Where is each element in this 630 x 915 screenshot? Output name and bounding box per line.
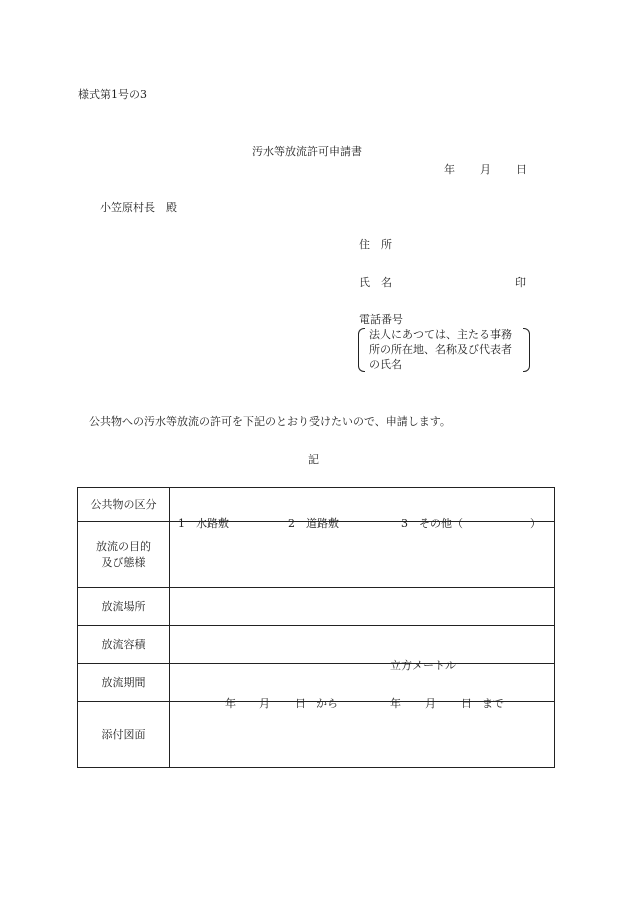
date-day: 日 (516, 163, 527, 176)
row-label (78, 522, 170, 588)
row-label: 放流場所 (78, 588, 170, 626)
seal-mark: 印 (515, 276, 526, 289)
category-options (170, 488, 555, 530)
application-table (77, 487, 555, 768)
corporate-note (358, 327, 530, 373)
row-label: 添付図面 (78, 702, 170, 768)
form-number: 様式第1号の3 (78, 88, 147, 101)
label-line: 放流の目的 (96, 539, 151, 553)
option-other: 3 その他（ (401, 516, 463, 530)
page-title: 汚水等放流許可申請書 (252, 145, 362, 158)
note-line: の氏名 (369, 358, 402, 371)
start-month: 月 (259, 696, 270, 710)
end-year: 年 (390, 696, 401, 710)
note-line: 法人にあつては、主たる事務 (369, 328, 512, 341)
row-label: 放流期間 (78, 664, 170, 702)
row-label: 公共物の区分 (78, 488, 170, 522)
from-text: から (316, 696, 338, 710)
start-day: 日 (295, 696, 306, 710)
table-row (78, 488, 555, 522)
date-month: 月 (480, 163, 491, 176)
period-field (170, 664, 555, 710)
right-bracket (523, 328, 530, 372)
volume-field (170, 626, 555, 672)
location-field (170, 588, 555, 626)
body-text: 公共物への汚水等放流の許可を下記のとおり受けたいので、申請します。 (89, 415, 451, 428)
note-line: 所の所在地、名称及び代表者 (369, 343, 512, 356)
date-year: 年 (444, 163, 455, 176)
row-label: 放流容積 (78, 626, 170, 664)
option-other-close: ） (530, 516, 541, 530)
to-text: まで (482, 696, 504, 710)
label-line: 及び態様 (101, 555, 146, 569)
name-label: 氏 名 (359, 276, 392, 289)
ki-heading: 記 (308, 453, 319, 466)
address-label: 住 所 (359, 238, 392, 251)
table-row (78, 588, 555, 626)
start-year: 年 (225, 696, 236, 710)
left-bracket (358, 328, 365, 372)
table-row (78, 702, 555, 768)
table-row (78, 664, 555, 702)
attachment-field (170, 702, 555, 768)
addressee: 小笠原村長 殿 (100, 201, 177, 214)
table-row (78, 522, 555, 588)
option-road: 2 道路敷 (288, 516, 339, 530)
option-waterway: 1 水路敷 (178, 516, 229, 530)
table-row (78, 626, 555, 664)
purpose-field (170, 522, 555, 588)
phone-label: 電話番号 (359, 313, 403, 326)
end-day: 日 (461, 696, 472, 710)
volume-unit: 立方メートル (390, 658, 456, 672)
end-month: 月 (425, 696, 436, 710)
